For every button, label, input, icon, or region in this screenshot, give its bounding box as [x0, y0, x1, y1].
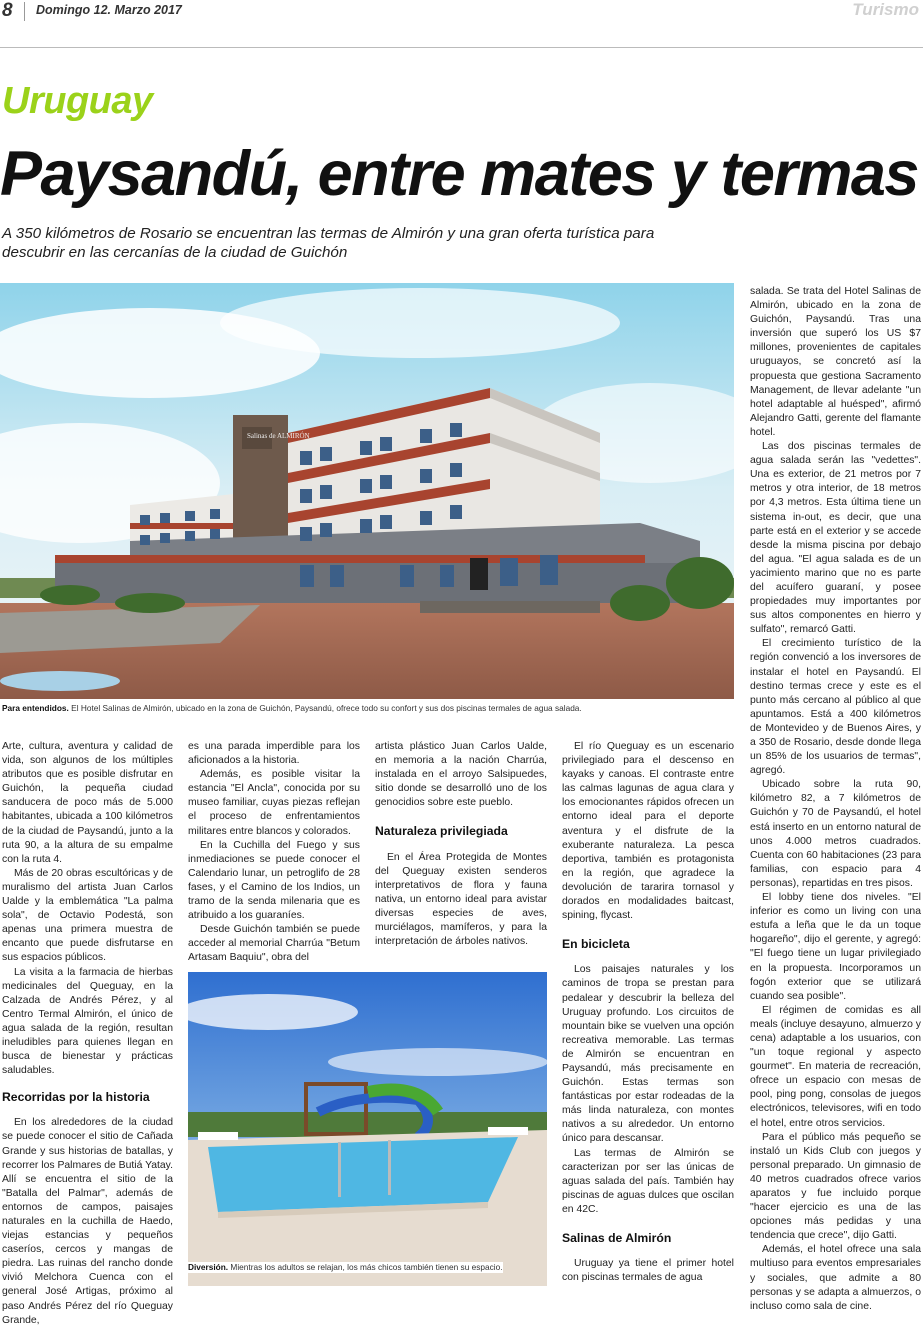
article-column-2 [188, 740, 360, 966]
paragraph: Las dos piscinas termales de agua salada serán las "vedettes". Una es exterior, de 21 metros por 7 metros y otra interior, de 18 metros por 4,3 metros. Esta última tiene un sistema in-out, es decir, que una parte está en el exterior y se accede desde la misma piscina por debajo del agua. "El agua salada es de un yacimiento marino que no es parte del acuífero guaraní, y posee propiedades muy importantes por sus altos componentes en hierro y sulfato", remarcó Gatti. [750, 441, 921, 636]
paragraph: Desde Guichón también se puede acceder al memorial Charrúa "Betum Artasam Baquiu", obra del [188, 924, 360, 964]
paragraph: Además, es posible visitar la estancia "El Ancla", conocida por su museo familiar, cuyas piezas reflejan el proceso de enfrentamientos militares entre blancos y colorados. [188, 769, 360, 837]
pool-illustration [188, 972, 547, 1286]
subheading: Naturaleza privilegiada [375, 824, 508, 839]
subheading: Recorridas por la historia [2, 1090, 150, 1105]
paragraph: Para el público más pequeño se instaló un Kids Club con juegos y personal preparado. Un gimnasio de 40 metros cuadrados ofrece varios aparatos y fue incluido porque "hacer ejercicio es una de las opciones más pedidas y una tendencia que crece", dijo Gatti. [750, 1131, 921, 1242]
paragraph: Las termas de Almirón se caracterizan por ser las únicas de aguas salada del país. También hay piscinas de aguas dulces que oscilan en 42C. [562, 1147, 734, 1215]
subheading: Salinas de Almirón [562, 1231, 672, 1245]
main-photo-caption [2, 703, 582, 714]
pool-caption-lead: Diversión. [188, 1262, 229, 1272]
publication-date: Domingo 12. Marzo 2017 [36, 3, 182, 17]
main-caption-lead: Para entendidos. [2, 703, 69, 713]
article-column-3 [375, 740, 547, 949]
pool-caption-text: Mientras los adultos se relajan, los más chicos también tienen su espacio. [228, 1262, 503, 1272]
page-number: 8 [2, 0, 13, 21]
paragraph: En los alrededores de la ciudad se puede conocer el sitio de Cañada Grande y sus historias de batallas, y recorrer los Palmares de Butiá Yatay. Allí se encuentra el sitio de la "Batalla del Palmar", además de entornos de campos, paisajes naturales en la cuchilla de Haedo, viejas estancias y pequeños caseríos, cercos y mangas de piedra. Las ruinas del rancho donde vivió Melchora Cuenca con el general José Artigas, próximo al paso Andrés Pérez del río Queguay Grande, [2, 1117, 173, 1326]
pool-photo-caption [188, 1262, 503, 1273]
pool-photo [188, 972, 547, 1286]
paragraph: El lobby tiene dos niveles. "El inferior es como un living con una estufa a leña que le da un toque hogareño", dijo el gerente, y agregó: "El fuego tiene un lugar privilegiado en la propuesta. Incorporamos un fogón exterior que se utilizará cuando sea posible". [750, 892, 921, 1002]
hotel-photo [0, 283, 734, 699]
paragraph: En la Cuchilla del Fuego y sus inmediaciones se puede conocer el Calendario lunar, un petroglifo de 28 fases, y el Camino de los Indios, un tramo de la senda milenaria que es atribuido a los guaraníes. [188, 839, 360, 922]
paragraph: Uruguay ya tiene el primer hotel con piscinas termales de agua [562, 1258, 734, 1284]
subheading: En bicicleta [562, 937, 630, 952]
article-column-5 [750, 285, 921, 1314]
header-divider [24, 2, 25, 21]
paragraph: salada. Se trata del Hotel Salinas de Almirón, ubicado en la zona de Guichón, Paysandú. Tras una inversión que superó los US $7 millones, provenientes de capitales uruguayos, se concretó así la propuesta que gestiona Sacramento Management, de llevar adelante "un hotel adaptable al huésped", afirmó Alejandro Gatti, gerente del flamante hotel. [750, 286, 921, 438]
paragraph: Además, el hotel ofrece una sala multiuso para eventos empresariales y sociales, que admite a 80 personas y se adapta a almuerzos, o incluso como sala de cine. [750, 1244, 921, 1312]
paragraph: La visita a la farmacia de hierbas medicinales del Queguay, en la Calzada de Andrés Pérez, y al Centro Termal Almirón, el único de agua salada de la región, resultan ineludibles para quienes llegan en busca de bienestar y prácticas saludables. [2, 966, 173, 1077]
section-label: Turismo [852, 0, 919, 19]
hotel-sign: Salinas de ALMIRÓN [247, 432, 310, 440]
article-column-1 [2, 740, 173, 1328]
kicker: Uruguay [2, 80, 153, 122]
headline: Paysandú, entre mates y termas [0, 139, 918, 209]
paragraph: Más de 20 obras escultóricas y de muralismo del artista Juan Carlos Ualde y la emblemática "La palma sola", de Octavio Podestá, son apenas una primera muestra de encanto que puede disfrutarse en sus espacios públicos. [2, 867, 173, 964]
paragraph: Ubicado sobre la ruta 90, kilómetro 82, a 7 kilómetros de Guichón y 70 de Paysandú, el hotel está inserto en un entorno natural de unos 4.000 metros cuadrados. Cuenta con 60 habitaciones (23 para familias, con espacio para 4 personas), repartidas en tres pisos. [750, 779, 921, 889]
paragraph: es una parada imperdible para los aficionados a la historia. [188, 741, 360, 767]
hotel-illustration [0, 283, 734, 699]
paragraph: El régimen de comidas es all meals (incluye desayuno, almuerzo y cena) adaptable a los usuarios, con "un toque regional y aspecto gourmet". En materia de recreación, ofrece un espacio con mesas de pool, ping pong, consolas de juegos electrónicos, televisores, wifi en todo el hotel, entre otros servicios. [750, 1004, 921, 1129]
header-rule [0, 47, 923, 48]
paragraph: El crecimiento turístico de la región convenció a los inversores de instalar el hotel en Paysandú. El destino termas crece y este es el punto más cercano al público al que apuntamos. Está a 400 kilómetros de Montevideo y de Buenos Aires, y a 350 de Rosario, desde donde llega un 85% de los usuarios de termas", agregó. [750, 638, 921, 777]
paragraph: Arte, cultura, aventura y calidad de vida, son algunos de los múltiples atributos que es posible disfrutar en Guichón, la pequeña ciudad sanducera de poco más de 5.000 habitantes, ubicada a 100 kilómetros de la ciudad de Paysandú, junto a la ruta 90, a la altura de su empalme con la ruta 4. [2, 741, 173, 865]
paragraph: Los paisajes naturales y los caminos de tropa se prestan para pedalear y descubrir la belleza del Uruguay profundo. Los circuitos de mountain bike se vuelven una opción recreativa memorable. Las termas de Almirón se encuentran en Paysandú, más precisamente en Guichón. Estas termas son fantásticas por estar rodeadas de la más linda naturaleza, con montes nativos a su alrededor. Un entorno único para descansar. [562, 964, 734, 1145]
article-column-4 [562, 740, 734, 1285]
paragraph: En el Área Protegida de Montes del Queguay existen senderos interpretativos de flora y fauna nativa, un entorno ideal para avistar diversas especies de aves, murciélagos, mamíferos, y para la interpretación de árboles nativos. [375, 851, 547, 948]
paragraph: El río Queguay es un escenario privilegiado para el descenso en kayaks y canoas. El contraste entre las calmas lagunas de agua clara y los emocionantes rápidos ofrecen un entorno ideal para el deporte aventura y el disfrute de la exuberante naturaleza. La pesca deportiva, también es protagonista en la región, que agradece la devolución de tararira tornasol y dorados en modalidades baitcast, spining, flycast. [562, 741, 734, 922]
paragraph: artista plástico Juan Carlos Ualde, en memoria a la nación Charrúa, instalada en el arroyo Salsipuedes, sitio donde se desarrolló uno de los genocidios sobre este pueblo. [375, 741, 547, 809]
dek: A 350 kilómetros de Rosario se encuentran las termas de Almirón y una gran oferta turística para descubrir en las cercanías de la ciudad de Guichón [2, 225, 655, 261]
main-caption-text: El Hotel Salinas de Almirón, ubicado en la zona de Guichón, Paysandú, ofrece todo su confort y sus dos piscinas termales de agua salada. [68, 703, 582, 713]
